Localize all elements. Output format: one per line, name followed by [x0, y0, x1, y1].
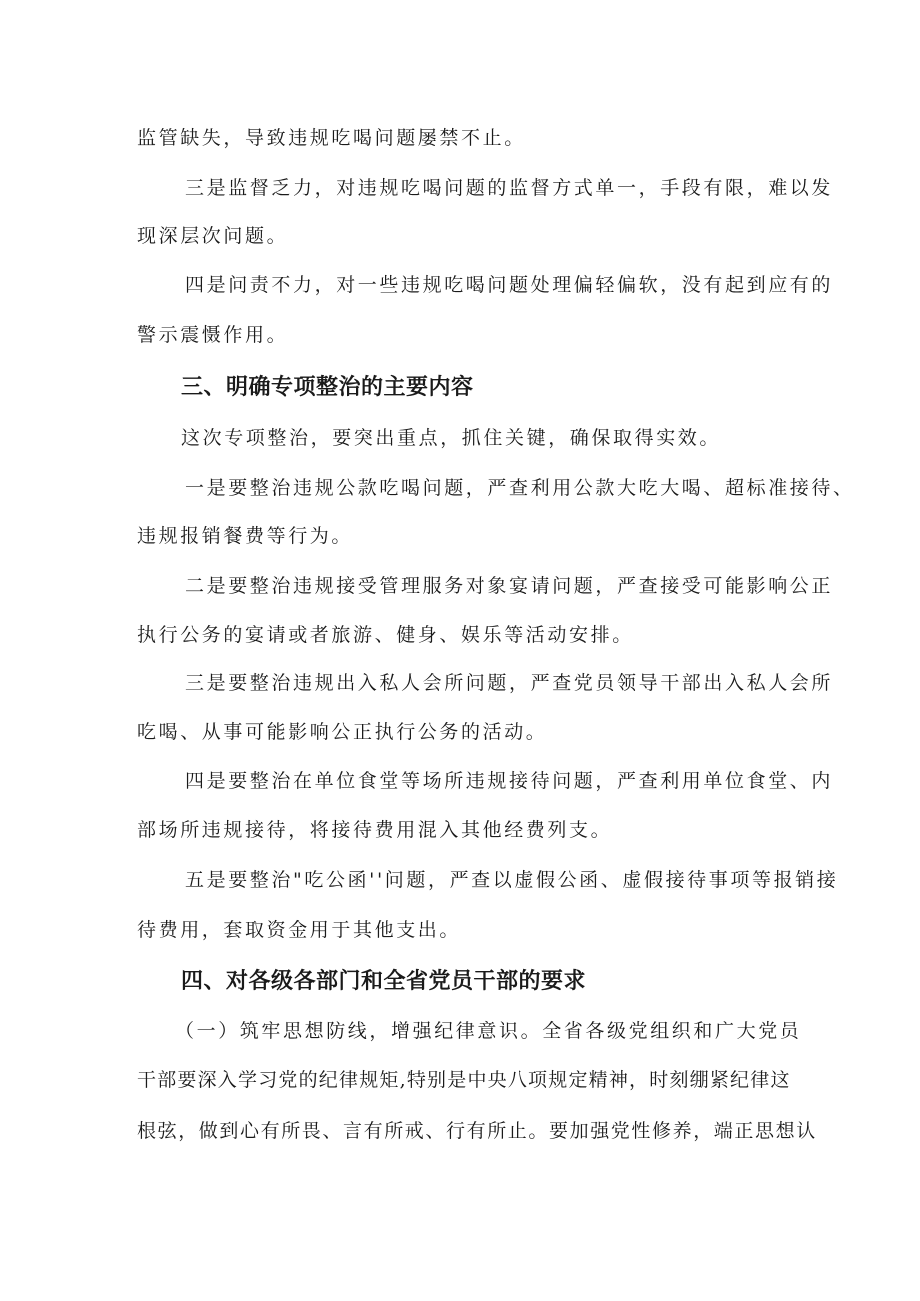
paragraph-line: 三是要整治违规出入私人会所问题，严查党员领导干部出入私人会所	[185, 672, 834, 694]
paragraph-line: 干部要深入学习党的纪律规矩,特别是中央八项规定精神，时刻绷紧纪律这	[137, 1069, 791, 1091]
paragraph-line: 根弦，做到心有所畏、言有所戒、行有所止。要加强党性修养，端正思想认	[137, 1120, 817, 1142]
paragraph-line: 五是要整治"吃公函''问题，严查以虚假公函、虚假接待事项等报销接	[185, 869, 839, 891]
section-heading-4: 四、对各级各部门和全省党员干部的要求	[181, 969, 587, 994]
paragraph-line: 一是要整治违规公款吃喝问题，严查利用公款大吃大喝、超标准接待、	[185, 477, 855, 499]
section-heading-3: 三、明确专项整治的主要内容	[181, 375, 474, 400]
paragraph-line: （一）筑牢思想防线，增强纪律意识。全省各级党组织和广大党员	[175, 1020, 802, 1042]
paragraph-line: 这次专项整治，要突出重点，抓住关键，确保取得实效。	[181, 427, 722, 449]
paragraph-line: 违规报销餐费等行为。	[137, 525, 354, 547]
paragraph-line: 三是监督乏力，对违规吃喝问题的监督方式单一，手段有限，难以发	[185, 177, 834, 199]
paragraph-line: 四是问责不力，对一些违规吃喝问题处理偏轻偏软，没有起到应有的	[185, 274, 834, 296]
paragraph-line: 部场所违规接待，将接待费用混入其他经费列支。	[137, 819, 613, 841]
paragraph-line: 待费用，套取资金用于其他支出。	[137, 919, 462, 941]
paragraph-line: 警示震慑作用。	[137, 324, 289, 346]
paragraph-line: 吃喝、从事可能影响公正执行公务的活动。	[137, 721, 548, 743]
paragraph-line: 现深层次问题。	[137, 225, 289, 247]
paragraph-line: 四是要整治在单位食堂等场所违规接待问题，严查利用单位食堂、内	[185, 770, 834, 792]
paragraph-line: 执行公务的宴请或者旅游、健身、娱乐等活动安排。	[137, 624, 634, 646]
paragraph-line: 监管缺失，导致违规吃喝问题屡禁不止。	[137, 127, 526, 149]
paragraph-line: 二是要整治违规接受管理服务对象宴请问题，严查接受可能影响公正	[185, 575, 834, 597]
